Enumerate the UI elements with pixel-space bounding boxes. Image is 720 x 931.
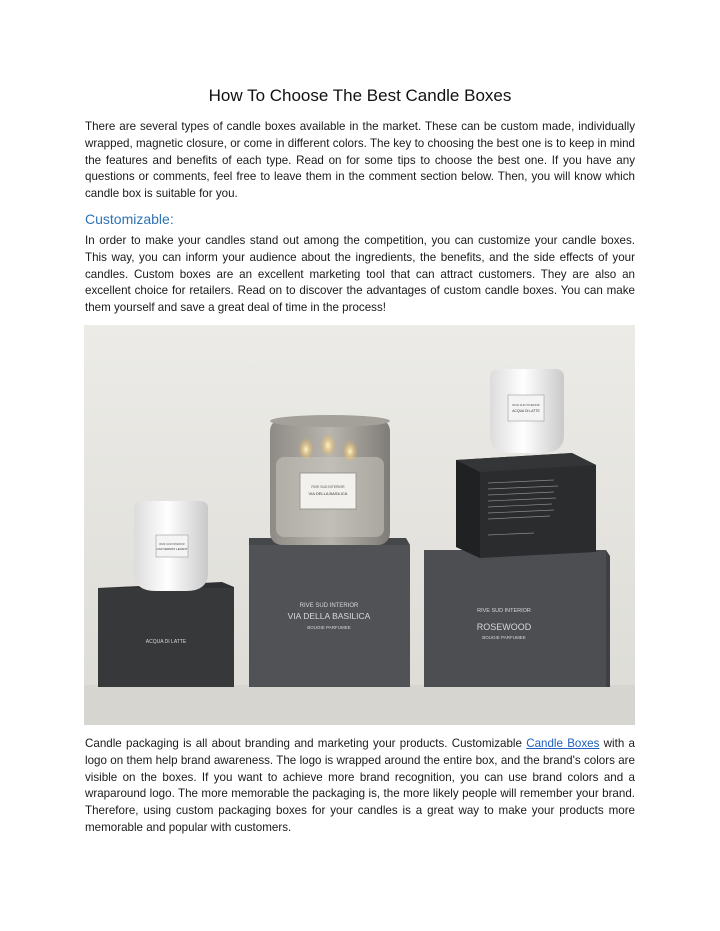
left-candle-label2: CAP FERRAT LEVANT [156,547,188,551]
center-box-line2: VIA DELLA BASILICA [287,611,371,621]
top-candle-label2: ACQUA DI LATTE [512,409,540,413]
right-box-line2: ROSEWOOD [476,622,532,632]
center-candle-box [249,538,410,687]
closing-paragraph [85,736,635,837]
left-candle-label1: RIVE SUD INTERIOR [159,543,185,546]
top-candle [490,369,564,453]
center-candle-label2: VIA DELLA BASILICA [308,491,348,496]
left-candle [134,501,208,591]
intro-paragraph: There are several types of candle boxes available in the market. These can be custom made, individually wrapped, magnetic closure, or come in different colors. The key to choosing the best one is to keep in mind the features and benefits of each type. Read on for some tips to choose the best one. If you have any questions or comments, feel free to leave them in the comment section below. Then, you will know which candle box is suitable for you. [85,120,635,201]
page-title: How To Choose The Best Candle Boxes [208,86,512,105]
right-box-line1: RIVE SUD INTERIOR [477,608,531,614]
right-candle-box [424,550,610,687]
top-cube-box [456,453,596,558]
center-box-line1: RIVE SUD INTERIOR [299,603,359,609]
left-box-brand: ACQUA DI LATTE [145,639,187,645]
center-candle-label1: RIVE SUD INTERIOR [311,485,345,489]
section-paragraph: In order to make your candles stand out among the competition, you can customize your candle boxes. This way, you can inform your audience about the ingredients, the benefits, and the side effects of your candles. Custom boxes are an excellent marketing tool that can attract customers. They are also an excellent choice for retailers. Read on to discover the advantages of custom candle boxes. You can make them yourself and save a great deal of time in the process! [85,234,635,315]
center-candle [270,415,390,545]
candle-boxes-photo [84,325,635,725]
left-candle-box [98,582,234,687]
section-heading: Customizable: [85,211,174,227]
center-box-line3: BOUGIE PARFUMEE [307,625,351,630]
right-box-line3: BOUGIE PARFUMEE [482,635,526,640]
closing-text-start: Candle packaging is all about branding and marketing your products. Customizable [85,737,527,750]
closing-text-end: with a logo on them help brand awareness. The logo is wrapped around the entire box, and the brand's colors are visible on the boxes. If you want to achieve more brand recognition, you can use brand colors and a wraparound logo. The more memorable the packaging is, the more likely people will remember your brand. Therefore, using custom packaging boxes for your candles is a great way to make your products more memorable and popular with customers. [85,737,635,834]
top-candle-label1: RIVE SUD INTERIOR [512,403,540,407]
candle-boxes-link[interactable]: Candle Boxes [526,737,600,750]
